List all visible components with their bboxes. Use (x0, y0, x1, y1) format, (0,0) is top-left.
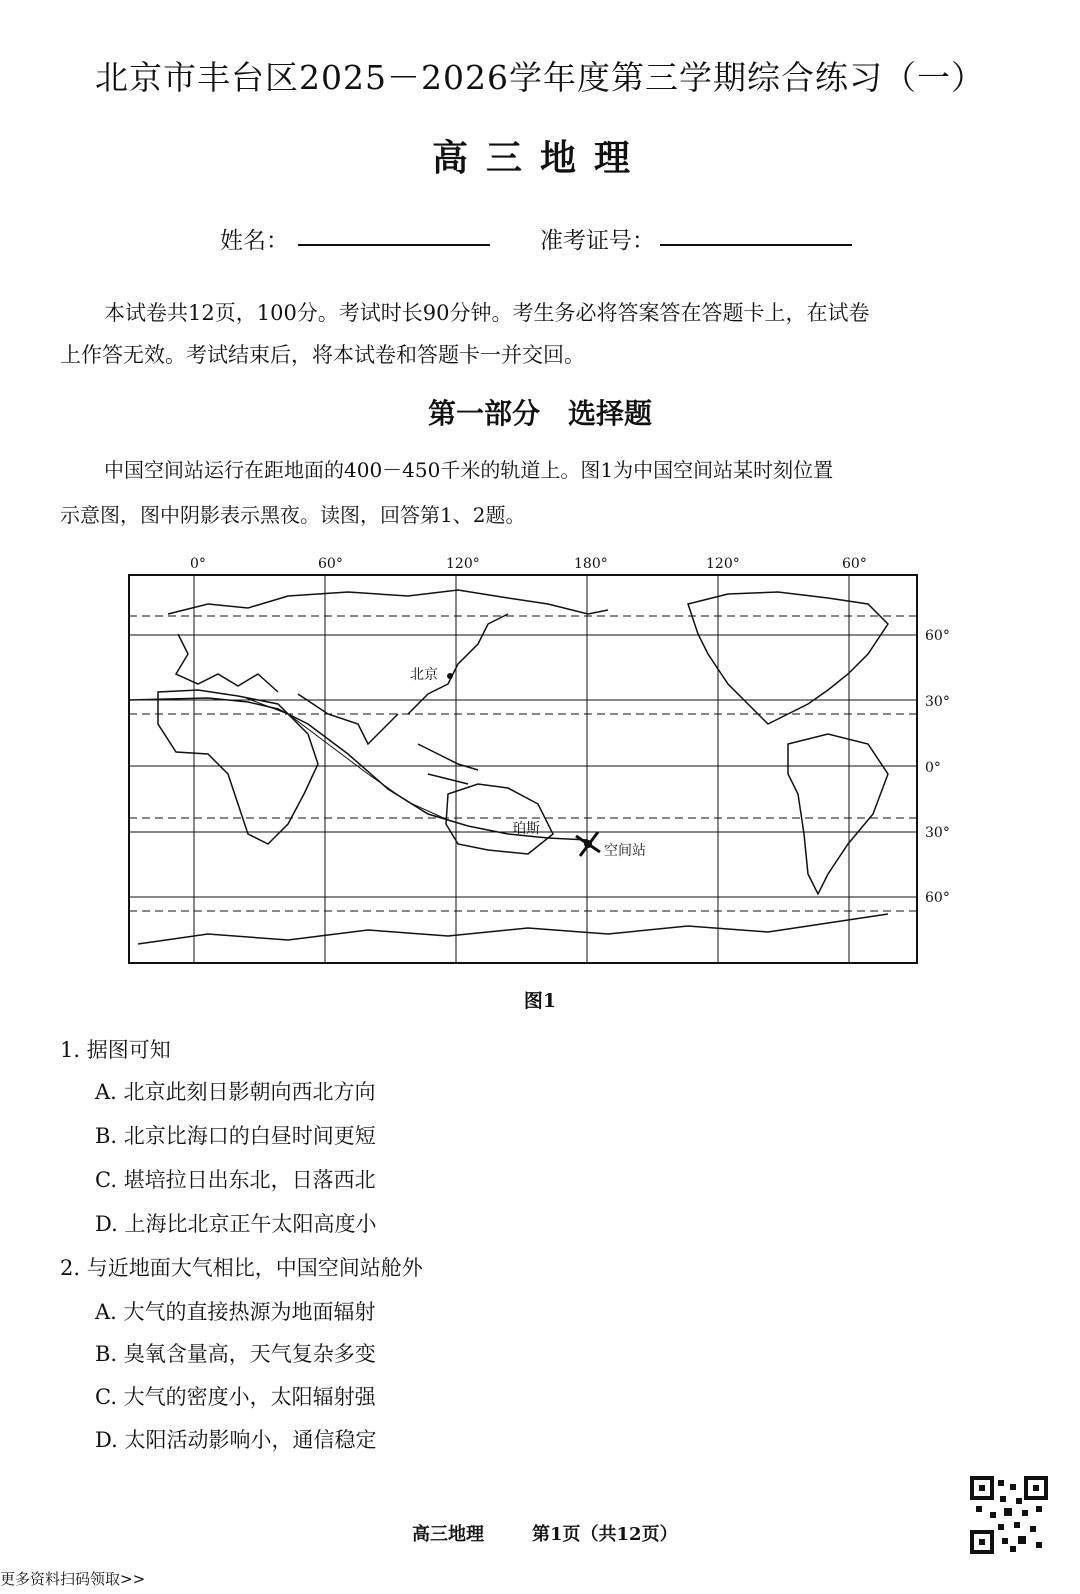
question-1-option-b[interactable]: B. 北京比海口的白昼时间更短 (95, 1124, 376, 1148)
figure-caption: 图1 (523, 990, 557, 1012)
lon-label-120w: 120° (706, 556, 740, 572)
instructions-line-1: 本试卷共12页，100分。考试时长90分钟。考生务必将答案答在答题卡上，在试卷 (104, 301, 870, 325)
name-blank[interactable] (298, 222, 490, 246)
question-1-option-a[interactable]: A. 北京此刻日影朝向西北方向 (95, 1080, 376, 1104)
scan-note[interactable]: 更多资料扫码领取>> (0, 1570, 146, 1588)
space-station-label: 空间站 (604, 843, 646, 859)
question-intro-line-2: 示意图，图中阴影表示黑夜。读图，回答第1、2题。 (60, 503, 526, 527)
lon-label-180: 180° (574, 556, 608, 572)
lat-label-60n: 60° (925, 628, 950, 644)
map-frame (129, 575, 917, 963)
question-2-option-d[interactable]: D. 太阳活动影响小，通信稳定 (95, 1428, 377, 1452)
question-2-stem: 2. 与近地面大气相比，中国空间站舱外 (60, 1256, 423, 1280)
lon-label-0: 0° (190, 556, 206, 572)
beijing-label: 北京 (410, 667, 438, 683)
beijing-marker (447, 673, 453, 679)
subject-title: 高三地理 (431, 137, 648, 179)
question-1-stem: 1. 据图可知 (60, 1038, 171, 1062)
question-2-option-b[interactable]: B. 臭氧含量高，天气复杂多变 (95, 1342, 376, 1366)
perth-label: 珀斯 (512, 821, 540, 837)
lat-label-0: 0° (925, 760, 941, 776)
question-intro (60, 448, 1020, 538)
world-map (128, 574, 918, 964)
exam-title: 北京市丰台区2025－2026学年度第三学期综合练习（一） (95, 58, 985, 97)
exam-id-label: 准考证号： (540, 228, 655, 254)
lat-label-60s: 60° (925, 890, 950, 906)
qr-code[interactable] (970, 1476, 1048, 1554)
lon-label-60w: 60° (842, 556, 867, 572)
lon-label-60e: 60° (318, 556, 343, 572)
question-2-option-a[interactable]: A. 大气的直接热源为地面辐射 (95, 1300, 376, 1324)
question-1-option-d[interactable]: D. 上海比北京正午太阳高度小 (95, 1212, 377, 1236)
name-label: 姓名： (220, 228, 289, 254)
instructions (60, 292, 1020, 376)
question-intro-line-1: 中国空间站运行在距地面的400－450千米的轨道上。图1为中国空间站某时刻位置 (104, 458, 834, 482)
footer-subject: 高三地理 (412, 1524, 484, 1545)
lon-label-120e: 120° (446, 556, 480, 572)
question-2-option-c[interactable]: C. 大气的密度小，太阳辐射强 (95, 1385, 376, 1409)
instructions-line-2: 上作答无效。考试结束后，将本试卷和答题卡一并交回。 (60, 343, 585, 367)
footer-page-number: 第1页（共12页） (532, 1524, 678, 1545)
exam-id-blank[interactable] (660, 222, 852, 246)
section-title: 第一部分 选择题 (427, 397, 652, 430)
lat-label-30n: 30° (925, 694, 950, 710)
question-1-option-c[interactable]: C. 堪培拉日出东北，日落西北 (95, 1168, 376, 1192)
lat-label-30s: 30° (925, 825, 950, 841)
